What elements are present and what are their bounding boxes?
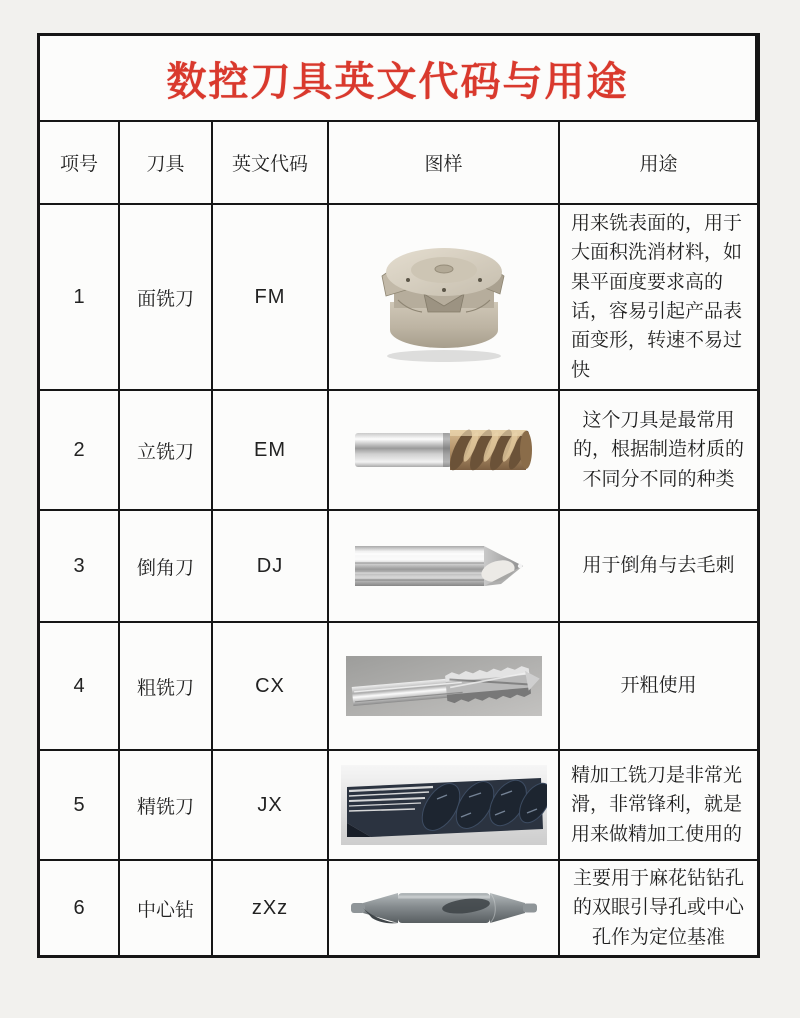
row6-tool: 中心钻 [120,861,213,955]
row2-tool: 立铣刀 [120,391,213,511]
col-header-image: 图样 [329,122,560,205]
end-mill-illustration [351,417,537,483]
chamfer-mill-image [329,511,560,623]
row2-use: 这个刀具是最常用的，根据制造材质的不同分不同的种类 [560,391,757,511]
row4-use: 开粗使用 [560,623,757,751]
table-title-row [40,36,757,122]
row2-item: 2 [40,391,120,511]
chamfer-mill-illustration [351,533,537,599]
row3-code: DJ [213,511,329,623]
row5-code: JX [213,751,329,861]
row3-item: 3 [40,511,120,623]
row1-item: 1 [40,205,120,391]
fine-mill-illustration [341,765,547,845]
row6-use: 主要用于麻花钻钻孔的双眼引导孔或中心孔作为定位基准 [572,867,744,948]
row4-code: CX [213,623,329,751]
row4-tool: 粗铣刀 [120,623,213,751]
row3-tool: 倒角刀 [120,511,213,623]
fine-mill-image [329,751,560,861]
face-mill-image [329,205,560,391]
end-mill-image [329,391,560,511]
row1-use: 用来铣表面的，用于大面积洗消材料，如果平面度要求高的话，容易引起产品表面变形，转速不易过快 [560,205,757,391]
row3-use: 用于倒角与去毛刺 [560,511,757,623]
row6-code: zXz [213,861,329,955]
col-header-use: 用途 [560,122,757,205]
col-header-tool: 刀具 [120,122,213,205]
rough-mill-image [329,623,560,751]
rough-mill-illustration [346,656,542,716]
row2-code: EM [213,391,329,511]
row5-tool: 精铣刀 [120,751,213,861]
face-mill-illustration [368,228,520,366]
row6-item: 6 [40,861,120,955]
center-drill-image [329,861,560,955]
col-header-item: 项号 [40,122,120,205]
row1-tool: 面铣刀 [120,205,213,391]
row1-code: FM [213,205,329,391]
page-title: 数控刀具英文代码与用途 [166,59,629,104]
tool-code-table [37,33,760,958]
row4-item: 4 [40,623,120,751]
row5-item: 5 [40,751,120,861]
row5-use: 精加工铣刀是非常光滑，非常锋利，就是用来做精加工使用的 [560,751,757,861]
col-header-code: 英文代码 [213,122,329,205]
center-drill-illustration [346,877,542,939]
